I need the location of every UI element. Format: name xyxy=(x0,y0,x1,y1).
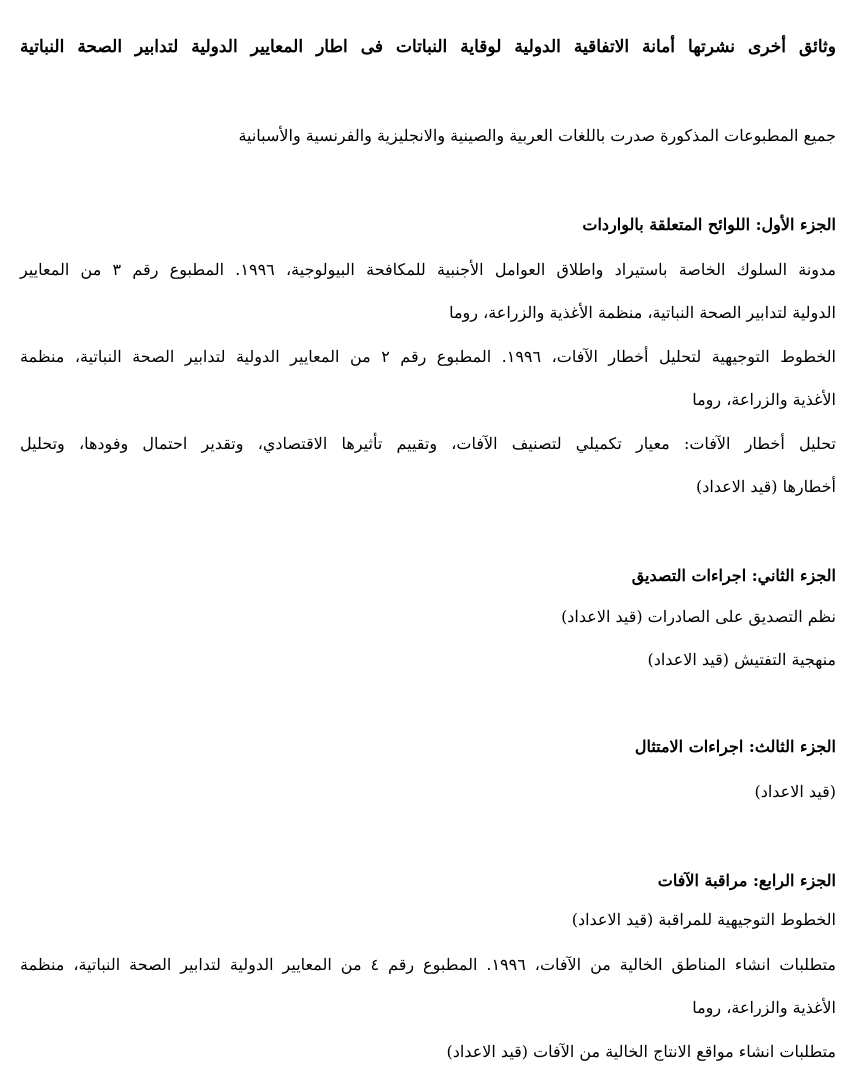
section-1-line: الخطوط التوجيهية لتحليل أخطار الآفات، ١٩٩٦. المطبوع رقم ٢ من المعايير الدولية لتدابير الصحة النباتية، منظمة xyxy=(20,347,836,366)
section-4-line: متطلبات انشاء مواقع الانتاج الخالية من الآفات (قيد الاعداد) xyxy=(446,1042,836,1061)
section-2-heading: الجزء الثاني: اجراءات التصديق xyxy=(631,566,836,585)
section-3-heading: الجزء الثالث: اجراءات الامتثال xyxy=(634,737,836,756)
section-2-line: نظم التصديق على الصادرات (قيد الاعداد) xyxy=(561,607,836,626)
document-title: وثائق أخرى نشرتها أمانة الاتفاقية الدولية لوقاية النباتات فى اطار المعايير الدولية لتدابير الصحة النباتية xyxy=(20,37,836,57)
languages-note: جميع المطبوعات المذكورة صدرت باللغات العربية والصينية والانجليزية والفرنسية والأسبانية xyxy=(238,126,836,145)
section-1-line: تحليل أخطار الآفات: معيار تكميلي لتصنيف الآفات، وتقييم تأثيرها الاقتصادي، وتقدير احتمال وفودها، وتحليل xyxy=(20,434,836,453)
section-1-line: الدولية لتدابير الصحة النباتية، منظمة الأغذية والزراعة، روما xyxy=(449,303,836,322)
section-1-heading: الجزء الأول: اللوائح المتعلقة بالواردات xyxy=(582,215,836,234)
section-4-line: الأغذية والزراعة، روما xyxy=(692,998,836,1017)
section-3-line: (قيد الاعداد) xyxy=(754,782,836,801)
section-4-line: الخطوط التوجيهية للمراقبة (قيد الاعداد) xyxy=(571,910,836,929)
section-4-heading: الجزء الرابع: مراقبة الآفات xyxy=(657,871,836,890)
section-1-line: الأغذية والزراعة، روما xyxy=(692,390,836,409)
section-1-line: مدونة السلوك الخاصة باستيراد واطلاق العوامل الأجنبية للمكافحة البيولوجية، ١٩٩٦. المطبوع رقم ٣ من المعايير xyxy=(20,260,836,279)
section-2-line: منهجية التفتيش (قيد الاعداد) xyxy=(647,650,836,669)
section-1-line: أخطارها (قيد الاعداد) xyxy=(696,477,836,496)
section-4-line: متطلبات انشاء المناطق الخالية من الآفات، ١٩٩٦. المطبوع رقم ٤ من المعايير الدولية لتدابير الصحة النباتية، منظمة xyxy=(20,955,836,974)
